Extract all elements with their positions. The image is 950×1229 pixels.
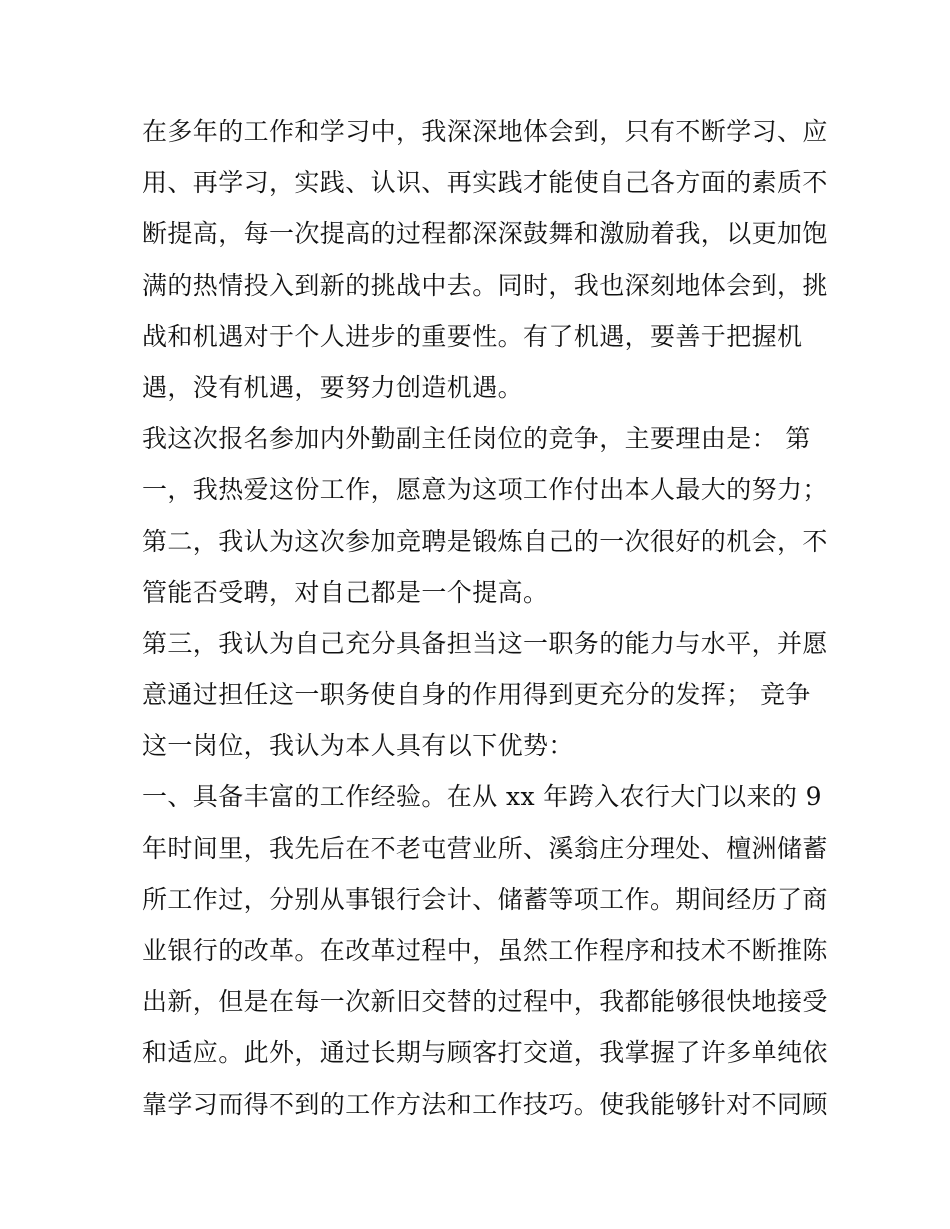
text-line: 这一岗位，我认为本人具有以下优势： [142,731,574,761]
text-line: 第三，我认为自己充分具备担当这一职务的能力与水平，并愿 [142,628,828,658]
text-line: 年时间里，我先后在不老屯营业所、溪翁庄分理处、檀洲储蓄 [142,833,828,863]
text-line: 一、具备丰富的工作经验。在从 xx 年跨入农行大门以来的 9 [142,782,822,812]
text-line: 第二，我认为这次参加竞聘是锻炼自己的一次很好的机会，不 [142,526,828,556]
text-line: 所工作过，分别从事银行会计、储蓄等项工作。期间经历了商 [142,884,828,914]
text-line: 满的热情投入到新的挑战中去。同时，我也深刻地体会到，挑 [142,270,828,300]
text-line: 断提高，每一次提高的过程都深深鼓舞和激励着我，以更加饱 [142,219,828,249]
text-line: 和适应。此外，通过长期与顾客打交道，我掌握了许多单纯依 [142,1038,828,1068]
text-line: 用、再学习，实践、认识、再实践才能使自己各方面的素质不 [142,168,828,198]
text-line: 战和机遇对于个人进步的重要性。有了机遇，要善于把握机 [142,321,803,351]
text-line: 遇，没有机遇，要努力创造机遇。 [142,372,524,402]
text-line: 一，我热爱这份工作，愿意为这项工作付出本人最大的努力； [142,475,828,505]
text-line: 靠学习而得不到的工作方法和工作技巧。使我能够针对不同顾 [142,1089,828,1119]
body-text [142,106,828,1130]
text-line: 意通过担任这一职务使自身的作用得到更充分的发挥； 竞争 [142,680,811,710]
text-line: 业银行的改革。在改革过程中，虽然工作程序和技术不断推陈 [142,936,828,965]
text-line: 管能否受聘，对自己都是一个提高。 [142,577,549,607]
text-line: 我这次报名参加内外勤副主任岗位的竞争，主要理由是： 第 [142,424,811,454]
text-line: 在多年的工作和学习中，我深深地体会到，只有不断学习、应 [142,117,828,146]
text-line: 出新，但是在每一次新旧交替的过程中，我都能够很快地接受 [142,987,828,1017]
